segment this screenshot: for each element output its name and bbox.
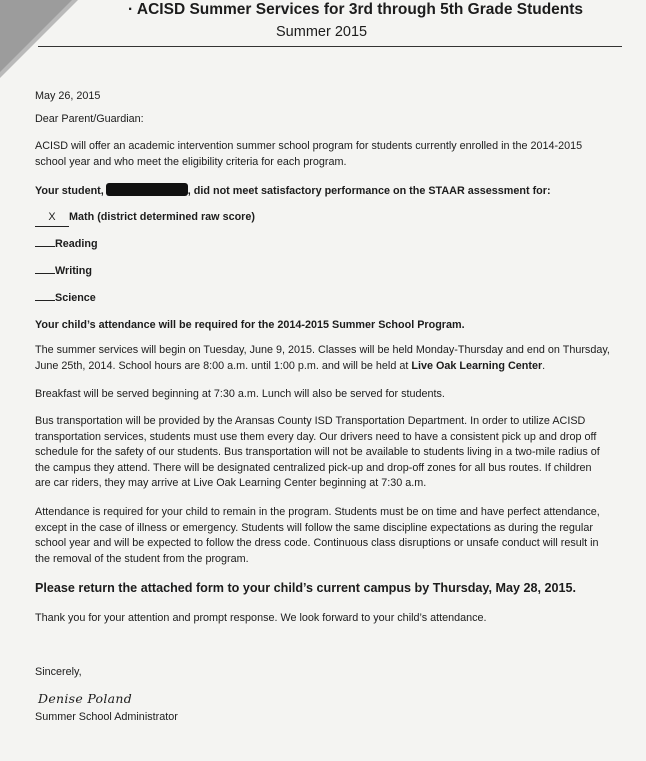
folded-page-corner-shadow	[0, 0, 72, 72]
subject-blank	[35, 246, 55, 247]
signature: Denise Poland	[38, 691, 133, 706]
subject-line-writing	[35, 264, 92, 280]
subject-blank	[35, 273, 55, 274]
subject-line-math	[35, 210, 255, 227]
bus-paragraph: Bus transportation will be provided by the Aransas County ISD Transportation Department. In order to utilize ACISD transportation services, students must use them every day. Our drivers need to have a consistent pick up and drop off schedule for the safety of our students. Bus transportation will not be available to students living in a two-mile radius of the campus they attend. There will be designated centralized pick-up and drop-off zones for all bus routes. If children are car riders, they may arrive at Live Oak Learning Center beginning at 7:30 a.m.	[35, 415, 600, 490]
breakfast-note: Breakfast will be served beginning at 7:30 a.m. Lunch will also be served for students.	[35, 388, 445, 400]
header-divider	[38, 46, 622, 47]
signer-title: Summer School Administrator	[35, 711, 178, 723]
subject-label: Writing	[55, 265, 92, 277]
attendance-paragraph: Attendance is required for your child to remain in the program. Students must be on time and have perfect attendance, except in the case of illness or emergency. Students will follow the same discipline expectations as during the regular school year and will be expected to follow the dress code. Continuous class disruptions or unsafe conduct will result in the removal of the student from the program.	[35, 506, 600, 565]
location-name: Live Oak Learning Center	[411, 359, 543, 372]
page-title: · ACISD Summer Services for 3rd through 5th Grade Students	[128, 1, 584, 18]
page-subtitle: Summer 2015	[276, 24, 368, 40]
letter-date: May 26, 2015	[35, 90, 101, 102]
subject-label: Science	[55, 292, 96, 304]
closing: Sincerely,	[35, 666, 82, 678]
attendance-required: Your child’s attendance will be required for the 2014-2015 Summer School Program.	[35, 319, 465, 331]
subject-label: Math (district determined raw score)	[69, 211, 255, 223]
thanks-line: Thank you for your attention and prompt response. We look forward to your child’s attendance.	[35, 612, 487, 624]
student-statement: Your student, , did not meet satisfactory performance on the STAAR assessment for:	[35, 185, 551, 197]
subject-line-science	[35, 291, 96, 307]
subject-line-reading	[35, 237, 98, 253]
return-form-notice: Please return the attached form to your child’s current campus by Thursday, May 28, 2015.	[35, 581, 577, 595]
salutation: Dear Parent/Guardian:	[35, 113, 144, 125]
subject-label: Reading	[55, 238, 98, 250]
redacted-student-name	[106, 183, 188, 196]
intro-paragraph: ACISD will offer an academic intervention summer school program for students currently enrolled in the 2014-2015 school year and who meet the eligibility criteria for each program.	[35, 140, 583, 168]
subject-blank	[35, 300, 55, 301]
subject-mark: X	[35, 210, 69, 227]
schedule-paragraph: The summer services will begin on Tuesday, June 9, 2015. Classes will be held Monday-Thursday and end on Thursday, June 25th, 2014. School hours are 8:00 a.m. until 1:00 p.m. and will be held at Live Oak Learning Center.	[35, 344, 610, 372]
